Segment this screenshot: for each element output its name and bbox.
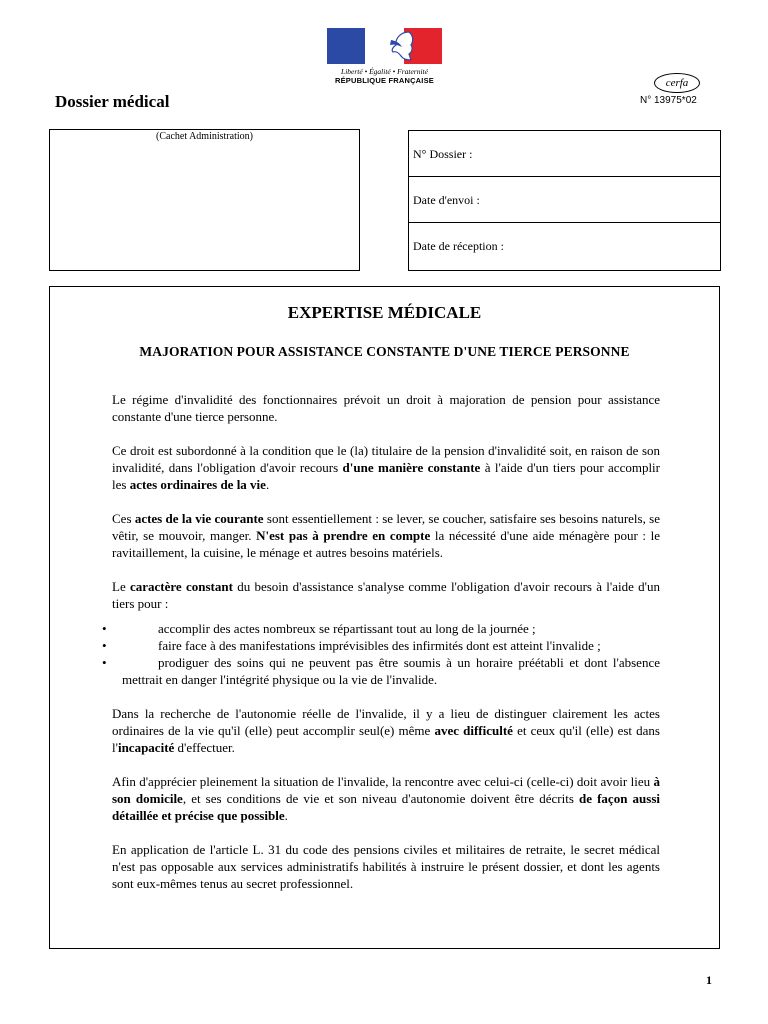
dossier-number-field[interactable]: N° Dossier : xyxy=(409,131,720,177)
bullet-icon: • xyxy=(102,655,107,670)
document-title: Dossier médical xyxy=(55,92,170,111)
cerfa-logo: cerfa xyxy=(654,73,700,93)
assistance-list xyxy=(102,620,660,688)
paragraph-2: Ce droit est subordonné à la condition que le (la) titulaire de la pension d'invalidité soit, en raison de son invalidité, dans l'obligation d'avoir recours d'une manière constante à l'aide d'un tiers pour accomplir les actes ordinaires de la vie. xyxy=(112,443,660,492)
paragraph-5: Dans la recherche de l'autonomie réelle de l'invalide, il y a lieu de distinguer clairement les actes ordinaires de la vie qu'il (elle) peut accomplir seul(e) même avec difficulté et ceux qu'il (elle) est dans l'incapacité d'effectuer. xyxy=(112,706,660,755)
expertise-section xyxy=(49,286,720,949)
dossier-info-box xyxy=(408,130,721,271)
paragraph-3: Ces actes de la vie courante sont essentiellement : se lever, se coucher, satisfaire ses besoins naturels, se vêtir, se mouvoir, manger. N'est pas à prendre en compte la nécessité d'une aide ménagère pour : le ravitaillement, la cuisine, le ménage et autres besoins matériels. xyxy=(112,511,660,560)
tricolor-flag xyxy=(327,28,442,64)
cachet-label: (Cachet Administration) xyxy=(156,131,253,142)
section-body xyxy=(102,391,660,909)
bullet-icon: • xyxy=(102,638,107,653)
marianne-icon xyxy=(387,30,417,62)
paragraph-4: Le caractère constant du besoin d'assistance s'analyse comme l'obligation d'avoir recours à l'aide d'un tiers pour : xyxy=(112,579,660,611)
list-item: • accomplir des actes nombreux se répartissant tout au long de la journée ; xyxy=(102,621,536,636)
section-title: EXPERTISE MÉDICALE xyxy=(287,303,482,322)
republique-francaise-logo xyxy=(327,28,442,86)
cerfa-number: N° 13975*02 xyxy=(640,95,697,106)
motto: Liberté • Égalité • Fraternité xyxy=(341,67,428,76)
reception-date-field[interactable]: Date de réception : xyxy=(413,239,504,253)
send-date-field[interactable]: Date d'envoi : xyxy=(409,177,720,223)
page-number: 1 xyxy=(706,973,712,987)
list-item: • prodiguer des soins qui ne peuvent pas être soumis à un horaire préétabli et dont l'absence mettrait en danger l'intégrité physique ou la vie de l'invalide. xyxy=(102,655,660,687)
paragraph-1: Le régime d'invalidité des fonctionnaires prévoit un droit à majoration de pension pour assistance constante d'une tierce personne. xyxy=(112,392,660,424)
flag-blue-band xyxy=(327,28,365,64)
section-subtitle: MAJORATION POUR ASSISTANCE CONSTANTE D'UNE TIERCE PERSONNE xyxy=(139,344,630,359)
list-item: • faire face à des manifestations imprévisibles des infirmités dont est atteint l'invalide ; xyxy=(102,638,601,653)
paragraph-7: En application de l'article L. 31 du code des pensions civiles et militaires de retraite, le secret médical n'est pas opposable aux services administratifs habilités à instruire le présent dossier, et dont les agents sont eux-mêmes tenus au secret professionnel. xyxy=(112,842,660,891)
flag-white-band xyxy=(365,28,404,64)
paragraph-6: Afin d'apprécier pleinement la situation de l'invalide, la rencontre avec celui-ci (celle-ci) doit avoir lieu à son domicile, et ses conditions de vie et son niveau d'autonomie doivent être décrits de façon aussi détaillée et précise que possible. xyxy=(112,774,660,823)
republic-label: RÉPUBLIQUE FRANÇAISE xyxy=(334,76,434,85)
bullet-icon: • xyxy=(102,621,107,636)
cachet-box[interactable] xyxy=(49,129,360,271)
